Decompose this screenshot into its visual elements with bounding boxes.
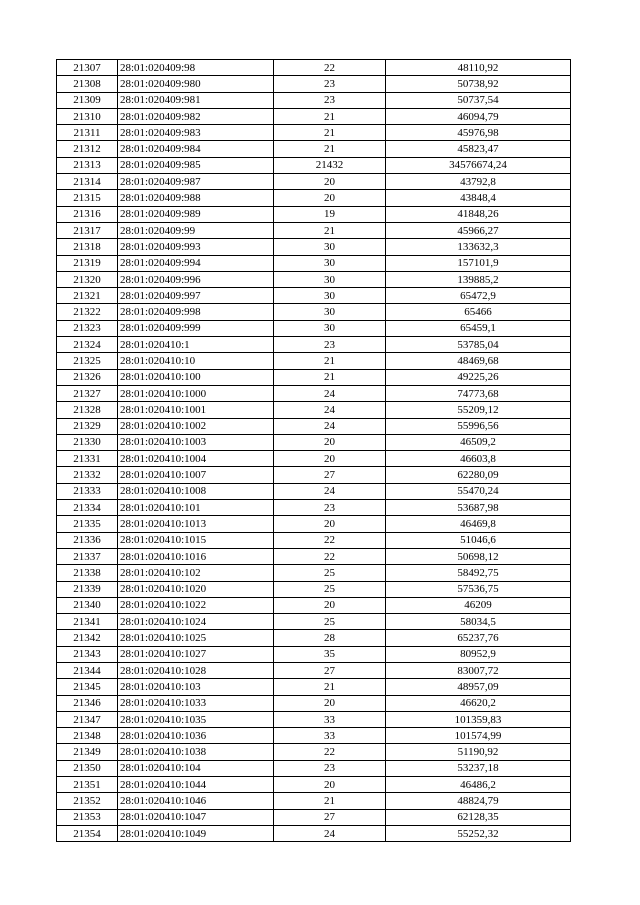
row-number-cell: 21337 xyxy=(57,548,118,564)
row-number-cell: 21319 xyxy=(57,255,118,271)
row-number-cell: 21308 xyxy=(57,76,118,92)
quantity-cell: 21 xyxy=(274,353,386,369)
cadastral-number-cell: 28:01:020410:1020 xyxy=(118,581,274,597)
cadastral-number-cell: 28:01:020410:10 xyxy=(118,353,274,369)
value-cell: 48957,09 xyxy=(386,679,571,695)
row-number-cell: 21335 xyxy=(57,516,118,532)
value-cell: 101574,99 xyxy=(386,728,571,744)
cadastral-number-cell: 28:01:020410:1022 xyxy=(118,597,274,613)
quantity-cell: 20 xyxy=(274,434,386,450)
cadastral-number-cell: 28:01:020409:996 xyxy=(118,271,274,287)
quantity-cell: 24 xyxy=(274,402,386,418)
cadastral-number-cell: 28:01:020410:103 xyxy=(118,679,274,695)
row-number-cell: 21316 xyxy=(57,206,118,222)
cadastral-number-cell: 28:01:020409:989 xyxy=(118,206,274,222)
table-row xyxy=(57,630,571,646)
cadastral-number-cell: 28:01:020409:994 xyxy=(118,255,274,271)
quantity-cell: 23 xyxy=(274,760,386,776)
quantity-cell: 23 xyxy=(274,92,386,108)
quantity-cell: 21 xyxy=(274,141,386,157)
value-cell: 58034,5 xyxy=(386,614,571,630)
cadastral-number-cell: 28:01:020409:993 xyxy=(118,239,274,255)
table-row xyxy=(57,825,571,841)
value-cell: 48824,79 xyxy=(386,793,571,809)
quantity-cell: 30 xyxy=(274,239,386,255)
value-cell: 45976,98 xyxy=(386,125,571,141)
value-cell: 48469,68 xyxy=(386,353,571,369)
quantity-cell: 30 xyxy=(274,304,386,320)
quantity-cell: 22 xyxy=(274,532,386,548)
quantity-cell: 21 xyxy=(274,679,386,695)
cadastral-number-cell: 28:01:020409:988 xyxy=(118,190,274,206)
table-row xyxy=(57,190,571,206)
row-number-cell: 21334 xyxy=(57,500,118,516)
quantity-cell: 24 xyxy=(274,825,386,841)
value-cell: 49225,26 xyxy=(386,369,571,385)
row-number-cell: 21342 xyxy=(57,630,118,646)
quantity-cell: 35 xyxy=(274,646,386,662)
row-number-cell: 21314 xyxy=(57,174,118,190)
table-row xyxy=(57,174,571,190)
value-cell: 53785,04 xyxy=(386,337,571,353)
row-number-cell: 21341 xyxy=(57,614,118,630)
row-number-cell: 21313 xyxy=(57,157,118,173)
table-row xyxy=(57,141,571,157)
cadastral-number-cell: 28:01:020410:1004 xyxy=(118,451,274,467)
quantity-cell: 22 xyxy=(274,60,386,76)
cadastral-number-cell: 28:01:020410:1 xyxy=(118,337,274,353)
table-row xyxy=(57,467,571,483)
row-number-cell: 21348 xyxy=(57,728,118,744)
table-row xyxy=(57,760,571,776)
value-cell: 43792,8 xyxy=(386,174,571,190)
quantity-cell: 25 xyxy=(274,581,386,597)
value-cell: 51190,92 xyxy=(386,744,571,760)
quantity-cell: 21 xyxy=(274,793,386,809)
table-row xyxy=(57,108,571,124)
row-number-cell: 21350 xyxy=(57,760,118,776)
table-row xyxy=(57,695,571,711)
table-row xyxy=(57,793,571,809)
row-number-cell: 21315 xyxy=(57,190,118,206)
table-row xyxy=(57,597,571,613)
value-cell: 55252,32 xyxy=(386,825,571,841)
quantity-cell: 27 xyxy=(274,662,386,678)
table-row xyxy=(57,125,571,141)
table-row xyxy=(57,777,571,793)
quantity-cell: 24 xyxy=(274,483,386,499)
value-cell: 157101,9 xyxy=(386,255,571,271)
table-row xyxy=(57,418,571,434)
value-cell: 83007,72 xyxy=(386,662,571,678)
cadastral-number-cell: 28:01:020410:1003 xyxy=(118,434,274,450)
row-number-cell: 21307 xyxy=(57,60,118,76)
quantity-cell: 21 xyxy=(274,125,386,141)
table-row xyxy=(57,206,571,222)
table-row xyxy=(57,222,571,238)
quantity-cell: 30 xyxy=(274,255,386,271)
row-number-cell: 21312 xyxy=(57,141,118,157)
cadastral-number-cell: 28:01:020410:1038 xyxy=(118,744,274,760)
table-row xyxy=(57,434,571,450)
value-cell: 74773,68 xyxy=(386,385,571,401)
quantity-cell: 33 xyxy=(274,728,386,744)
row-number-cell: 21324 xyxy=(57,337,118,353)
table-row xyxy=(57,581,571,597)
row-number-cell: 21353 xyxy=(57,809,118,825)
cadastral-number-cell: 28:01:020410:1008 xyxy=(118,483,274,499)
cadastral-number-cell: 28:01:020410:1024 xyxy=(118,614,274,630)
table-row xyxy=(57,271,571,287)
value-cell: 55209,12 xyxy=(386,402,571,418)
value-cell: 53237,18 xyxy=(386,760,571,776)
row-number-cell: 21325 xyxy=(57,353,118,369)
row-number-cell: 21327 xyxy=(57,385,118,401)
row-number-cell: 21333 xyxy=(57,483,118,499)
quantity-cell: 30 xyxy=(274,271,386,287)
cadastral-number-cell: 28:01:020410:1027 xyxy=(118,646,274,662)
cadastral-number-cell: 28:01:020410:1047 xyxy=(118,809,274,825)
quantity-cell: 19 xyxy=(274,206,386,222)
table-row xyxy=(57,662,571,678)
cadastral-number-cell: 28:01:020409:987 xyxy=(118,174,274,190)
value-cell: 34576674,24 xyxy=(386,157,571,173)
table-row xyxy=(57,711,571,727)
quantity-cell: 21432 xyxy=(274,157,386,173)
cadastral-number-cell: 28:01:020409:982 xyxy=(118,108,274,124)
cadastral-number-cell: 28:01:020410:1046 xyxy=(118,793,274,809)
value-cell: 57536,75 xyxy=(386,581,571,597)
quantity-cell: 21 xyxy=(274,222,386,238)
quantity-cell: 20 xyxy=(274,777,386,793)
row-number-cell: 21322 xyxy=(57,304,118,320)
table-row xyxy=(57,516,571,532)
row-number-cell: 21332 xyxy=(57,467,118,483)
table-row xyxy=(57,500,571,516)
value-cell: 46603,8 xyxy=(386,451,571,467)
value-cell: 65459,1 xyxy=(386,320,571,336)
quantity-cell: 21 xyxy=(274,108,386,124)
cadastral-number-cell: 28:01:020410:1025 xyxy=(118,630,274,646)
row-number-cell: 21336 xyxy=(57,532,118,548)
row-number-cell: 21321 xyxy=(57,288,118,304)
row-number-cell: 21320 xyxy=(57,271,118,287)
cadastral-number-cell: 28:01:020410:1044 xyxy=(118,777,274,793)
row-number-cell: 21347 xyxy=(57,711,118,727)
cadastral-number-cell: 28:01:020409:997 xyxy=(118,288,274,304)
table-row xyxy=(57,157,571,173)
cadastral-number-cell: 28:01:020410:1000 xyxy=(118,385,274,401)
table-row xyxy=(57,451,571,467)
row-number-cell: 21310 xyxy=(57,108,118,124)
cadastral-number-cell: 28:01:020410:1016 xyxy=(118,548,274,564)
table-row xyxy=(57,532,571,548)
quantity-cell: 20 xyxy=(274,451,386,467)
cadastral-number-cell: 28:01:020410:1002 xyxy=(118,418,274,434)
table-body xyxy=(57,60,571,842)
table-row xyxy=(57,337,571,353)
quantity-cell: 27 xyxy=(274,809,386,825)
value-cell: 65237,76 xyxy=(386,630,571,646)
row-number-cell: 21330 xyxy=(57,434,118,450)
cadastral-number-cell: 28:01:020409:998 xyxy=(118,304,274,320)
table-row xyxy=(57,92,571,108)
quantity-cell: 30 xyxy=(274,320,386,336)
value-cell: 46094,79 xyxy=(386,108,571,124)
quantity-cell: 23 xyxy=(274,337,386,353)
table-row xyxy=(57,548,571,564)
row-number-cell: 21354 xyxy=(57,825,118,841)
table-row xyxy=(57,304,571,320)
value-cell: 58492,75 xyxy=(386,565,571,581)
table-row xyxy=(57,353,571,369)
row-number-cell: 21328 xyxy=(57,402,118,418)
table-row xyxy=(57,255,571,271)
cadastral-number-cell: 28:01:020409:981 xyxy=(118,92,274,108)
table-row xyxy=(57,369,571,385)
row-number-cell: 21331 xyxy=(57,451,118,467)
row-number-cell: 21311 xyxy=(57,125,118,141)
cadastral-number-cell: 28:01:020409:985 xyxy=(118,157,274,173)
row-number-cell: 21309 xyxy=(57,92,118,108)
quantity-cell: 22 xyxy=(274,548,386,564)
quantity-cell: 25 xyxy=(274,614,386,630)
quantity-cell: 33 xyxy=(274,711,386,727)
quantity-cell: 20 xyxy=(274,695,386,711)
row-number-cell: 21346 xyxy=(57,695,118,711)
value-cell: 46469,8 xyxy=(386,516,571,532)
table-row xyxy=(57,565,571,581)
row-number-cell: 21323 xyxy=(57,320,118,336)
table-row xyxy=(57,809,571,825)
table-row xyxy=(57,402,571,418)
cadastral-number-cell: 28:01:020409:984 xyxy=(118,141,274,157)
table-row xyxy=(57,614,571,630)
value-cell: 46209 xyxy=(386,597,571,613)
value-cell: 50738,92 xyxy=(386,76,571,92)
row-number-cell: 21317 xyxy=(57,222,118,238)
cadastral-number-cell: 28:01:020409:999 xyxy=(118,320,274,336)
cadastral-number-cell: 28:01:020410:101 xyxy=(118,500,274,516)
table-row xyxy=(57,239,571,255)
value-cell: 51046,6 xyxy=(386,532,571,548)
cadastral-number-cell: 28:01:020410:1001 xyxy=(118,402,274,418)
quantity-cell: 20 xyxy=(274,174,386,190)
row-number-cell: 21345 xyxy=(57,679,118,695)
value-cell: 46620,2 xyxy=(386,695,571,711)
cadastral-number-cell: 28:01:020410:104 xyxy=(118,760,274,776)
table-row xyxy=(57,76,571,92)
row-number-cell: 21344 xyxy=(57,662,118,678)
cadastral-number-cell: 28:01:020409:983 xyxy=(118,125,274,141)
value-cell: 101359,83 xyxy=(386,711,571,727)
table-row xyxy=(57,385,571,401)
cadastral-number-cell: 28:01:020409:99 xyxy=(118,222,274,238)
quantity-cell: 30 xyxy=(274,288,386,304)
row-number-cell: 21351 xyxy=(57,777,118,793)
row-number-cell: 21352 xyxy=(57,793,118,809)
value-cell: 62280,09 xyxy=(386,467,571,483)
quantity-cell: 20 xyxy=(274,516,386,532)
quantity-cell: 25 xyxy=(274,565,386,581)
value-cell: 80952,9 xyxy=(386,646,571,662)
cadastral-number-cell: 28:01:020409:98 xyxy=(118,60,274,76)
row-number-cell: 21340 xyxy=(57,597,118,613)
quantity-cell: 28 xyxy=(274,630,386,646)
cadastral-number-cell: 28:01:020410:1036 xyxy=(118,728,274,744)
value-cell: 55996,56 xyxy=(386,418,571,434)
quantity-cell: 23 xyxy=(274,76,386,92)
quantity-cell: 24 xyxy=(274,418,386,434)
value-cell: 45966,27 xyxy=(386,222,571,238)
quantity-cell: 20 xyxy=(274,597,386,613)
value-cell: 65472,9 xyxy=(386,288,571,304)
value-cell: 41848,26 xyxy=(386,206,571,222)
cadastral-number-cell: 28:01:020410:100 xyxy=(118,369,274,385)
value-cell: 48110,92 xyxy=(386,60,571,76)
value-cell: 43848,4 xyxy=(386,190,571,206)
cadastral-number-cell: 28:01:020410:1049 xyxy=(118,825,274,841)
cadastral-number-cell: 28:01:020410:1013 xyxy=(118,516,274,532)
value-cell: 46509,2 xyxy=(386,434,571,450)
row-number-cell: 21343 xyxy=(57,646,118,662)
value-cell: 50737,54 xyxy=(386,92,571,108)
value-cell: 53687,98 xyxy=(386,500,571,516)
cadastral-number-cell: 28:01:020410:1015 xyxy=(118,532,274,548)
row-number-cell: 21318 xyxy=(57,239,118,255)
cadastral-number-cell: 28:01:020410:1033 xyxy=(118,695,274,711)
table-row xyxy=(57,728,571,744)
table-row xyxy=(57,744,571,760)
row-number-cell: 21329 xyxy=(57,418,118,434)
value-cell: 133632,3 xyxy=(386,239,571,255)
quantity-cell: 22 xyxy=(274,744,386,760)
value-cell: 45823,47 xyxy=(386,141,571,157)
value-cell: 46486,2 xyxy=(386,777,571,793)
cadastral-number-cell: 28:01:020410:1007 xyxy=(118,467,274,483)
table-row xyxy=(57,288,571,304)
value-cell: 139885,2 xyxy=(386,271,571,287)
cadastral-number-cell: 28:01:020409:980 xyxy=(118,76,274,92)
table-row xyxy=(57,60,571,76)
row-number-cell: 21326 xyxy=(57,369,118,385)
row-number-cell: 21338 xyxy=(57,565,118,581)
cadastral-number-cell: 28:01:020410:102 xyxy=(118,565,274,581)
cadastral-value-table xyxy=(56,59,571,842)
table-row xyxy=(57,483,571,499)
value-cell: 62128,35 xyxy=(386,809,571,825)
quantity-cell: 23 xyxy=(274,500,386,516)
quantity-cell: 21 xyxy=(274,369,386,385)
row-number-cell: 21339 xyxy=(57,581,118,597)
table-row xyxy=(57,646,571,662)
quantity-cell: 20 xyxy=(274,190,386,206)
value-cell: 50698,12 xyxy=(386,548,571,564)
cadastral-number-cell: 28:01:020410:1035 xyxy=(118,711,274,727)
quantity-cell: 24 xyxy=(274,385,386,401)
table-row xyxy=(57,679,571,695)
table-row xyxy=(57,320,571,336)
value-cell: 55470,24 xyxy=(386,483,571,499)
value-cell: 65466 xyxy=(386,304,571,320)
quantity-cell: 27 xyxy=(274,467,386,483)
row-number-cell: 21349 xyxy=(57,744,118,760)
cadastral-number-cell: 28:01:020410:1028 xyxy=(118,662,274,678)
